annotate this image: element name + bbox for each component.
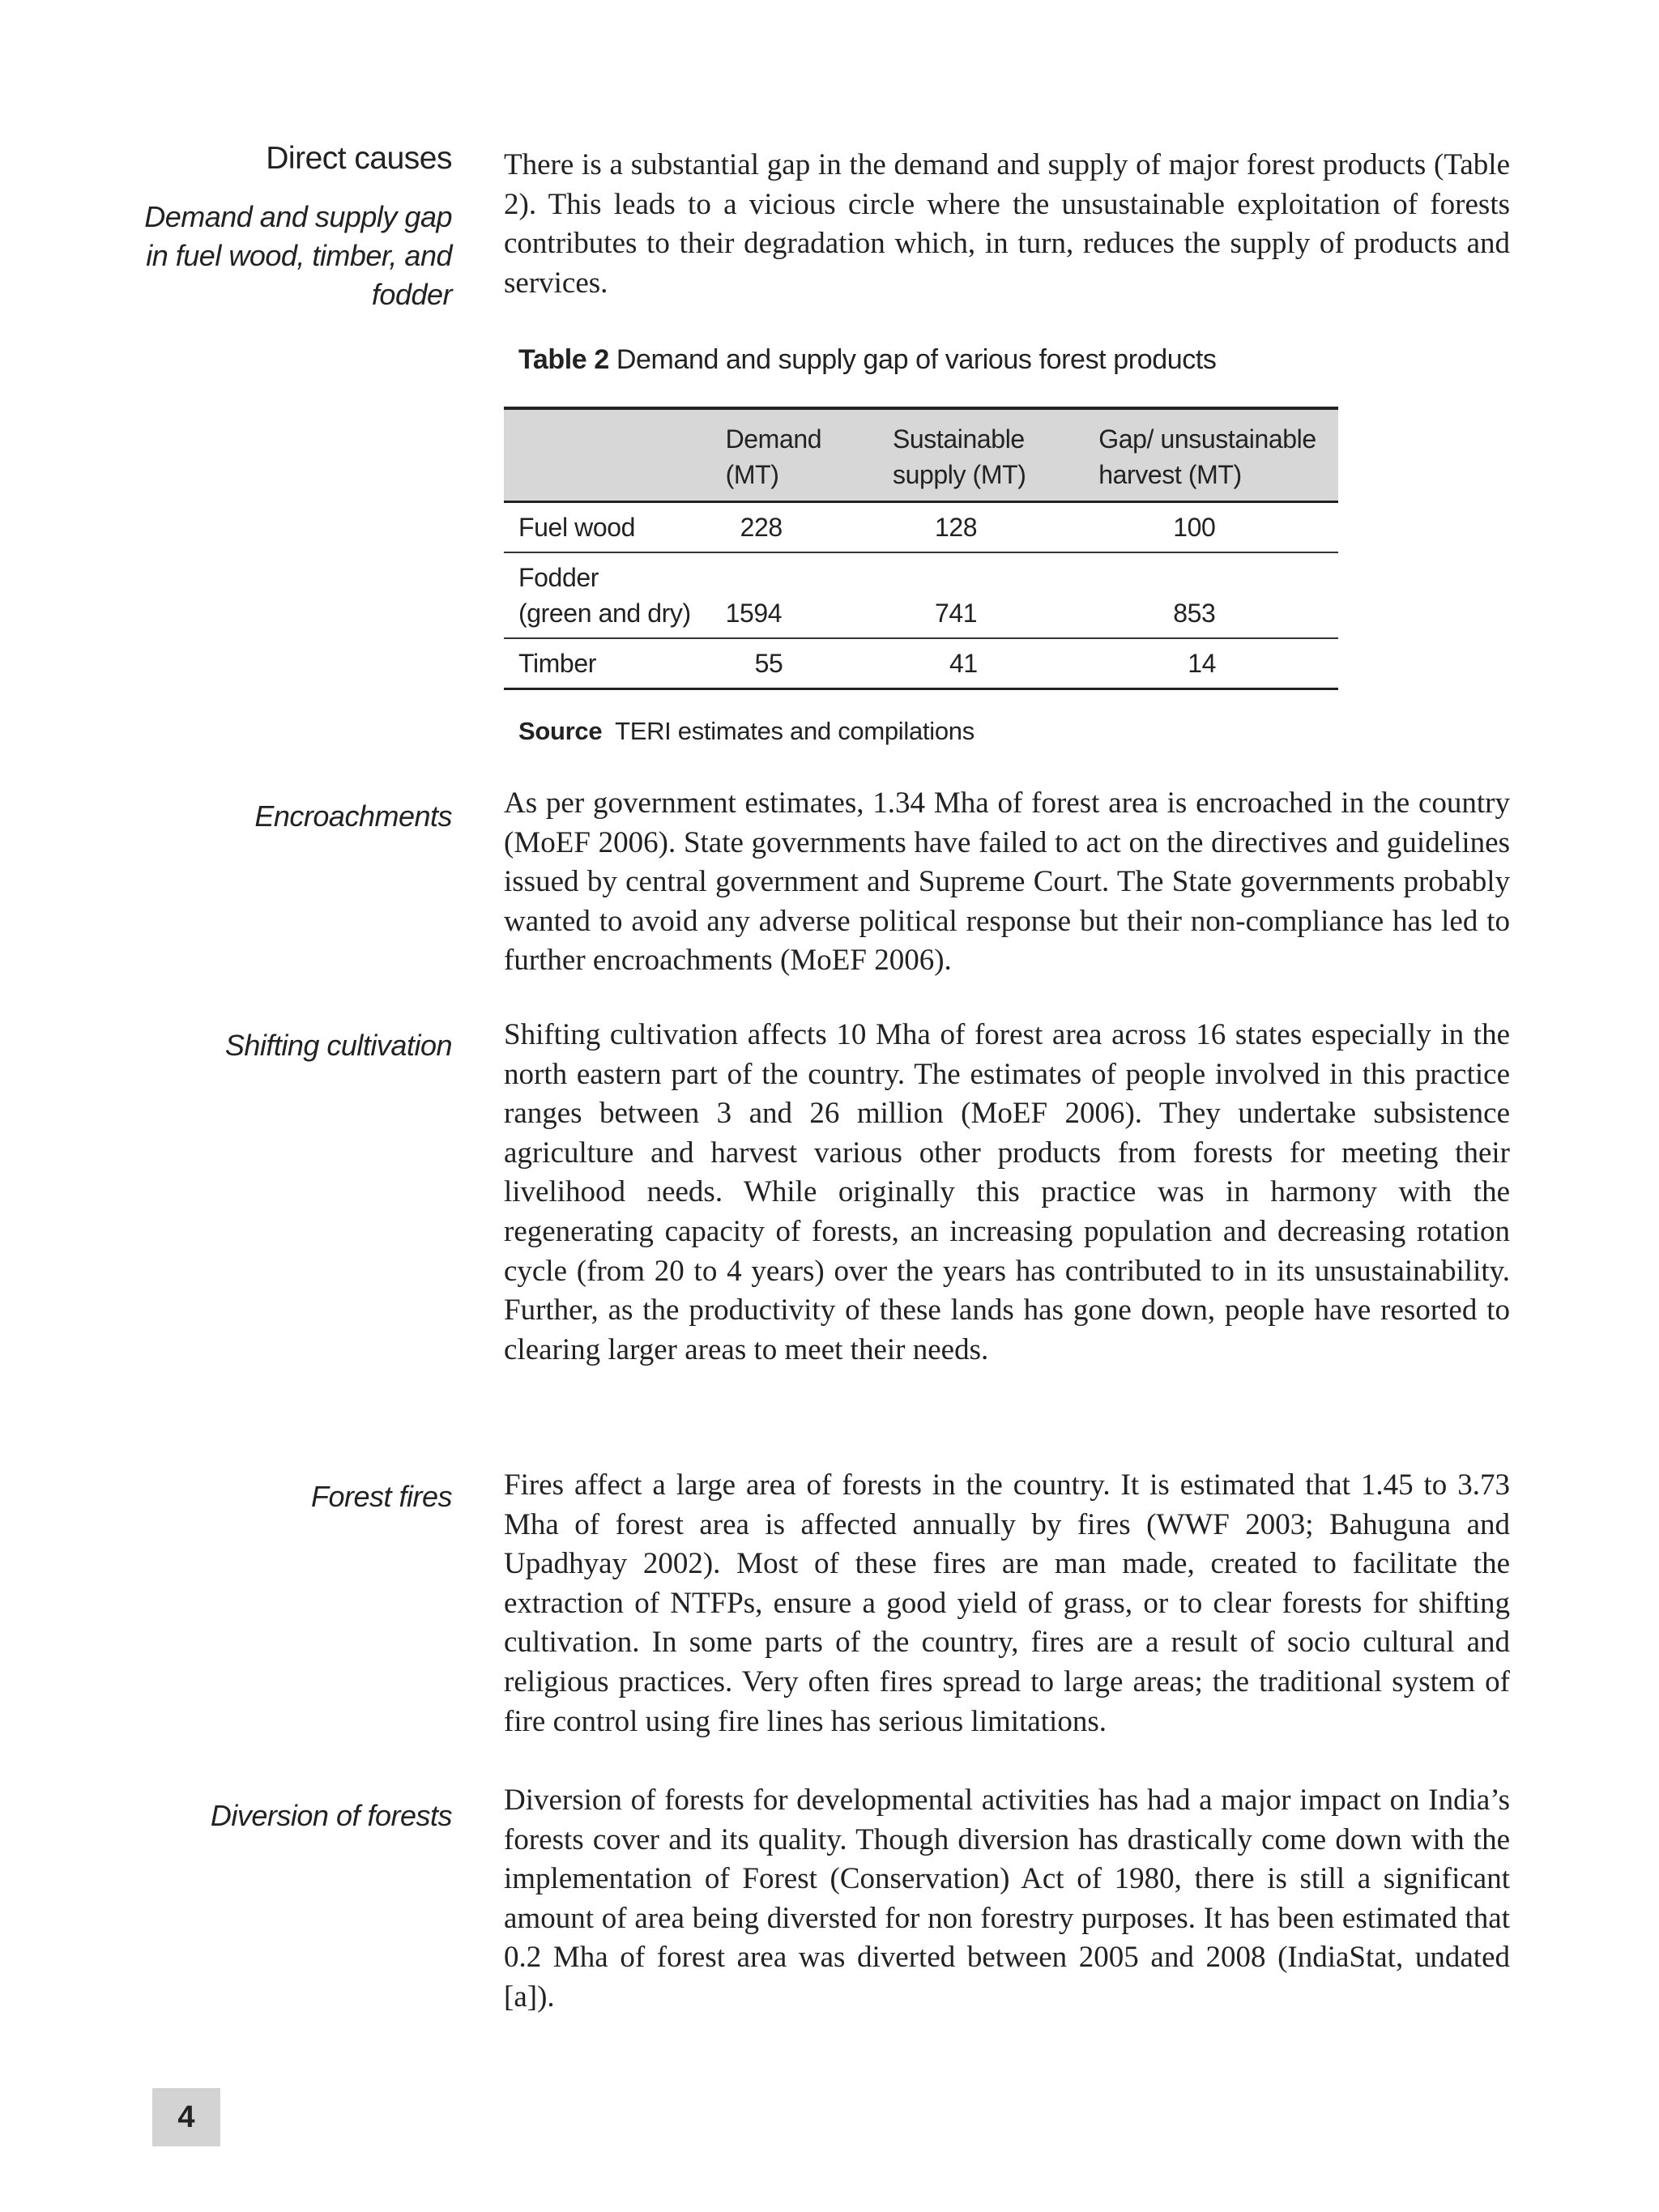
side-heading-direct-causes: Direct causes <box>266 141 452 176</box>
table-cell-demand: 1594 <box>725 599 783 628</box>
table-cell-demand: 228 <box>740 513 783 542</box>
table-cell-product: Timber <box>504 638 726 689</box>
table-cell-gap: 100 <box>1173 513 1216 542</box>
table-row <box>504 552 1338 638</box>
table-cell-supply: 128 <box>934 513 978 542</box>
table-caption <box>518 344 1216 376</box>
table-cell-product: Fodder (green and dry) <box>504 552 726 638</box>
page-number: 4 <box>152 2088 220 2146</box>
table-cell-demand: 55 <box>754 649 783 678</box>
table-caption-label: Table 2 <box>518 344 609 375</box>
paragraph-encroachments: As per government estimates, 1.34 Mha of forest area is encroached in the country (MoEF 2006). State governments have failed to act on the directives and guidelines issued by central government and Supreme Court. The State governments probably wanted to avoid any adverse political response but their non-compliance has led to further encroachments (MoEF 2006). <box>504 786 1510 978</box>
paragraph-diversion-of-forests: Diversion of forests for developmental activities has had a major impact on India’s forests cover and its quality. Though diversion has drastically come down with the implementation of Forest (Conservation) Act of 1980, there is still a significant amount of area being diversted for non forestry purposes. It has been estimated that 0.2 Mha of forest area was diverted between 2005 and 2008 (IndiaStat, undated [a]). <box>504 1784 1510 2014</box>
table-caption-text: Demand and supply gap of various forest products <box>616 344 1217 375</box>
table-cell-supply: 41 <box>949 649 978 678</box>
table-cell-gap: 853 <box>1173 599 1216 628</box>
table-source-label: Source <box>518 717 603 745</box>
table-header-product <box>504 408 726 502</box>
table-header-supply: Sustainable supply (MT) <box>893 408 1098 502</box>
table-source-text: TERI estimates and compilations <box>615 717 975 745</box>
side-label-diversion-of-forests: Diversion of forests <box>210 1799 452 1832</box>
side-label-forest-fires: Forest fires <box>310 1480 452 1513</box>
table-cell-supply: 741 <box>934 599 978 628</box>
table-header-gap: Gap/ unsustainable harvest (MT) <box>1098 408 1338 502</box>
side-label-encroachments: Encroachments <box>254 799 452 833</box>
paragraph-shifting-cultivation: Shifting cultivation affects 10 Mha of forest area across 16 states especially in the north eastern part of the country. The estimates of people involved in this practice ranges between 3 and 26 million (MoEF 2006). They undertake subsistence agriculture and harvest various other products from forests for meeting their livelihood needs. While originally this practice was in harmony with the regenerating capacity of forests, an increasing population and decreasing rotation cycle (from 20 to 4 years) over the years has contributed to in its unsustainability. Further, as the productivity of these lands has gone down, people have resorted to clearing larger areas to meet their needs. <box>504 1018 1510 1366</box>
side-label-shifting-cultivation: Shifting cultivation <box>224 1029 452 1062</box>
side-label-demand-supply-gap: Demand and supply gap in fuel wood, timber, and fodder <box>144 200 452 311</box>
table-row <box>504 502 1338 553</box>
table-cell-gap: 14 <box>1188 649 1217 678</box>
table-header-demand: Demand (MT) <box>726 408 893 502</box>
paragraph-demand-supply-gap: There is a substantial gap in the demand and supply of major forest products (Table 2). This leads to a vicious circle where the unsustainable exploitation of forests contributes to their degradation which, in turn, reduces the supply of products and services. <box>504 148 1510 300</box>
table-header-row <box>504 408 1338 502</box>
demand-supply-table <box>504 407 1338 690</box>
table-row <box>504 638 1338 689</box>
paragraph-forest-fires: Fires affect a large area of forests in the country. It is estimated that 1.45 to 3.73 Mha of forest area is affected annually by fires (WWF 2003; Bahuguna and Upadhyay 2002). Most of these fires are man made, created to facilitate the extraction of NTFPs, ensure a good yield of grass, or to clear forests for shifting cultivation. In some parts of the country, fires are a result of socio cultural and religious practices. Very often fires spread to large areas; the traditional system of fire control using fire lines has serious limitations. <box>504 1468 1510 1738</box>
table-cell-product: Fuel wood <box>504 502 726 553</box>
table-source <box>518 717 975 746</box>
